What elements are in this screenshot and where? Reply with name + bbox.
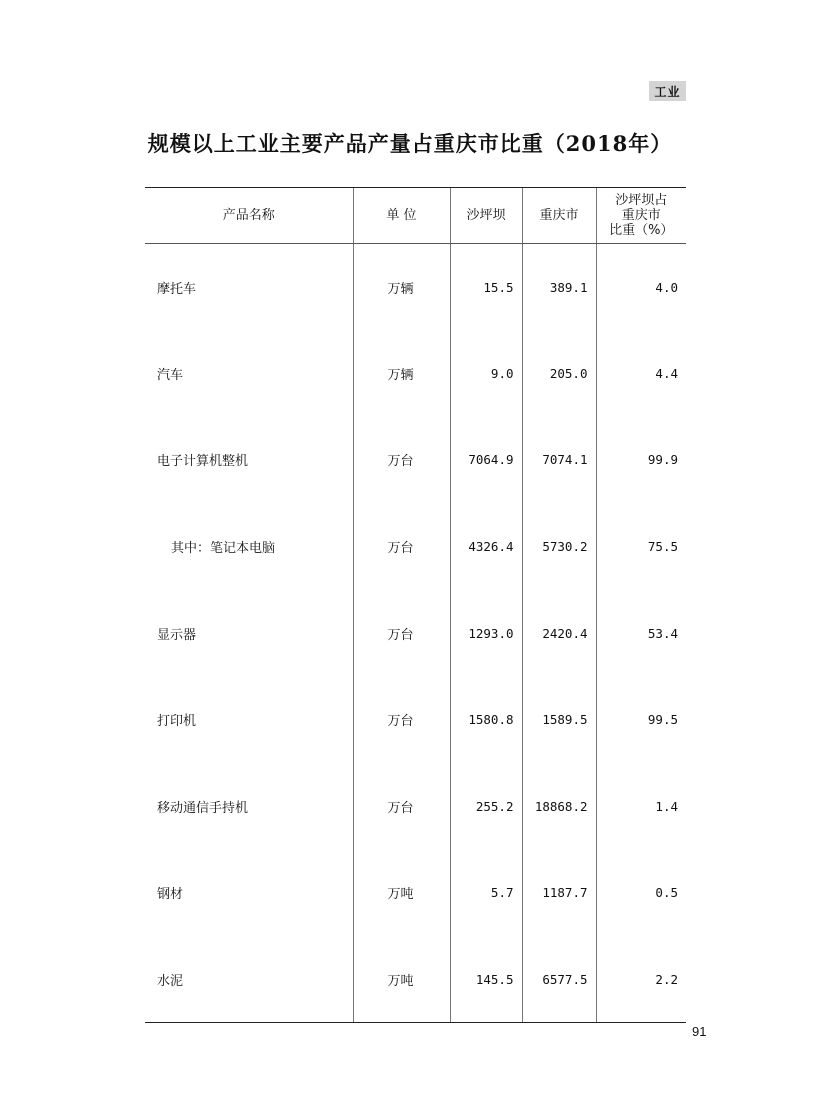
share-value: 75.5: [596, 503, 686, 590]
product-unit: 万台: [353, 503, 450, 590]
chongqing-value: 7074.1: [522, 417, 596, 504]
product-unit: 万台: [353, 590, 450, 677]
page-title: 规模以上工业主要产品产量占重庆市比重（2018年）: [147, 131, 673, 156]
shapingba-value: 1580.8: [450, 676, 522, 763]
shapingba-value: 7064.9: [450, 417, 522, 504]
shapingba-value: 255.2: [450, 763, 522, 850]
share-value: 4.4: [596, 330, 686, 417]
header-shapingba: 沙坪坝: [450, 188, 522, 244]
header-share-line3: 比重（%）: [609, 223, 674, 238]
header-chongqing: 重庆市: [522, 188, 596, 244]
product-share-table: [145, 187, 686, 1023]
product-name: 汽车: [157, 367, 184, 383]
header-unit: 单 位: [353, 188, 450, 244]
share-value: 53.4: [596, 590, 686, 677]
page-number: 91: [692, 1024, 707, 1039]
shapingba-value: 4326.4: [450, 503, 522, 590]
table-row: [145, 676, 686, 763]
header-product-name: 产品名称: [145, 188, 353, 244]
chongqing-value: 1589.5: [522, 676, 596, 763]
table-row: [145, 590, 686, 677]
section-tag: 工业: [649, 81, 686, 101]
table-row: [145, 417, 686, 504]
table-row: [145, 330, 686, 417]
table-row: [145, 850, 686, 937]
share-value: 4.0: [596, 244, 686, 331]
product-name: 钢材: [157, 887, 184, 903]
share-value: 0.5: [596, 850, 686, 937]
product-unit: 万吨: [353, 936, 450, 1023]
chongqing-value: 205.0: [522, 330, 596, 417]
product-unit: 万台: [353, 676, 450, 763]
product-unit: 万吨: [353, 850, 450, 937]
product-name: 水泥: [145, 936, 353, 1023]
header-share-line2: 重庆市: [621, 208, 661, 223]
header-share: [596, 188, 686, 244]
product-unit: 万辆: [353, 330, 450, 417]
product-name: 电子计算机整机: [157, 454, 249, 470]
table-row: [145, 503, 686, 590]
product-name: 其中：笔记本电脑: [171, 541, 276, 557]
share-value: 1.4: [596, 763, 686, 850]
product-name: 摩托车: [157, 281, 197, 297]
table-row: [145, 244, 686, 331]
chongqing-value: 389.1: [522, 244, 596, 331]
shapingba-value: 9.0: [450, 330, 522, 417]
shapingba-value: 1293.0: [450, 590, 522, 677]
share-value: 2.2: [596, 936, 686, 1023]
chongqing-value: 18868.2: [522, 763, 596, 850]
chongqing-value: 2420.4: [522, 590, 596, 677]
product-unit: 万台: [353, 763, 450, 850]
chongqing-value: 5730.2: [522, 503, 596, 590]
share-value: 99.5: [596, 676, 686, 763]
share-value: 99.9: [596, 417, 686, 504]
product-unit: 万辆: [353, 244, 450, 331]
shapingba-value: 145.5: [450, 936, 522, 1023]
table-header-row: [145, 188, 686, 244]
table-row: [145, 763, 686, 850]
product-name: 打印机: [157, 714, 197, 730]
product-unit: 万台: [353, 417, 450, 504]
shapingba-value: 5.7: [450, 850, 522, 937]
chongqing-value: 1187.7: [522, 850, 596, 937]
header-share-line1: 沙坪坝占: [615, 193, 668, 208]
shapingba-value: 15.5: [450, 244, 522, 331]
product-name: 显示器: [157, 627, 197, 643]
table-row: [145, 936, 686, 1023]
product-name: 移动通信手持机: [157, 800, 249, 816]
chongqing-value: 6577.5: [522, 936, 596, 1023]
